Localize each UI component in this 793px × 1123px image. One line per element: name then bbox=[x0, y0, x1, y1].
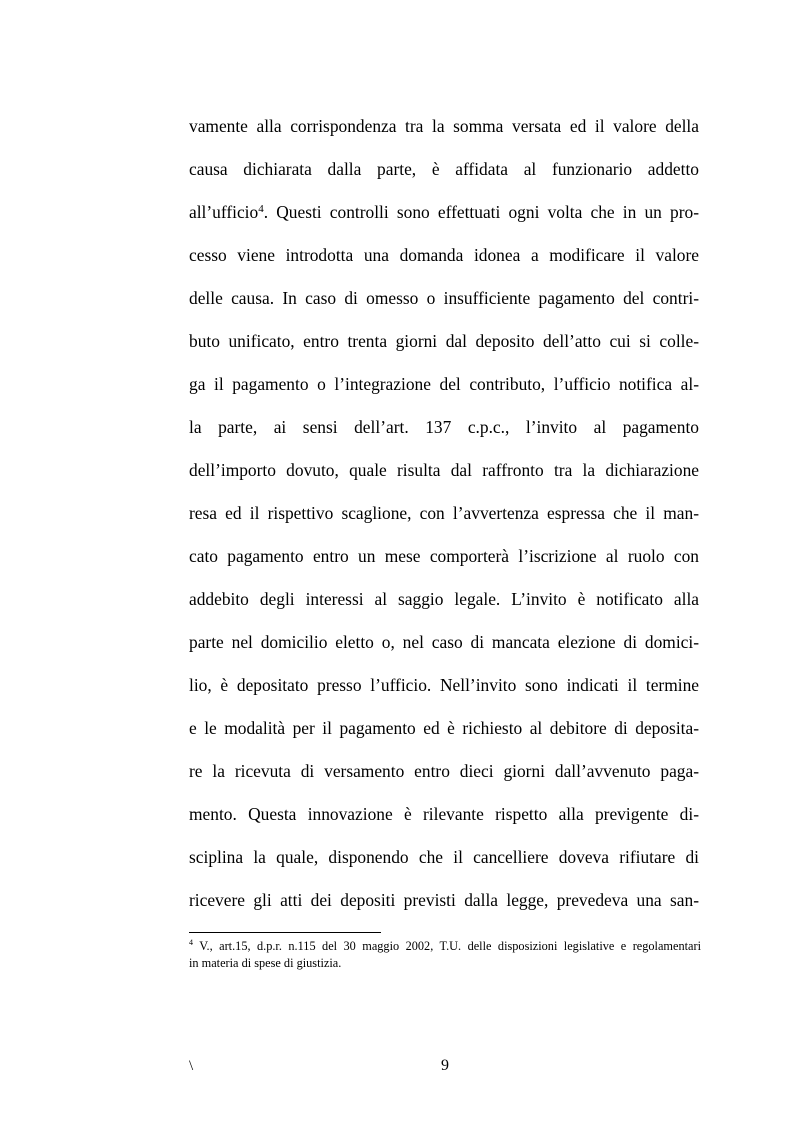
body-line-4: cesso viene introdotta una domanda idonea a modificare il valore bbox=[189, 245, 699, 265]
footnote-text-1: V., art.15, d.p.r. n.115 del 30 maggio 2002, T.U. delle disposizioni legislative e regolamentari bbox=[193, 939, 701, 953]
body-line-12: addebito degli interessi al saggio legale. L’invito è notificato alla bbox=[189, 589, 699, 609]
body-line-11: cato pagamento entro un mese comporterà l’iscrizione al ruolo con bbox=[189, 546, 699, 566]
footnote-line-1 bbox=[189, 938, 701, 955]
footnote-number: 4 bbox=[189, 938, 193, 947]
body-line-3 bbox=[189, 202, 699, 222]
body-line-18: sciplina la quale, disponendo che il cancelliere doveva rifiutare di bbox=[189, 847, 699, 867]
body-line-17: mento. Questa innovazione è rilevante rispetto alla previgente di- bbox=[189, 804, 699, 824]
body-line-3-end: . Questi controlli sono effettuati ogni volta che in un pro- bbox=[263, 202, 699, 222]
footer-mark: \ bbox=[189, 1058, 194, 1074]
body-line-8: la parte, ai sensi dell’art. 137 c.p.c., l’invito al pagamento bbox=[189, 417, 699, 437]
body-line-10: resa ed il rispettivo scaglione, con l’avvertenza espressa che il man- bbox=[189, 503, 699, 523]
footnote-reference: 4 bbox=[258, 203, 264, 215]
body-line-15: e le modalità per il pagamento ed è richiesto al debitore di deposita- bbox=[189, 718, 699, 738]
footnote bbox=[189, 938, 701, 972]
body-line-1: vamente alla corrispondenza tra la somma versata ed il valore della bbox=[189, 116, 699, 136]
page-number: 9 bbox=[441, 1057, 449, 1074]
body-line-14: lio, è depositato presso l’ufficio. Nell’invito sono indicati il termine bbox=[189, 675, 699, 695]
body-line-2: causa dichiarata dalla parte, è affidata al funzionario addetto bbox=[189, 159, 699, 179]
body-line-3-start: all’ufficio bbox=[189, 202, 259, 222]
body-line-5: delle causa. In caso di omesso o insufficiente pagamento del contri- bbox=[189, 288, 699, 308]
body-line-6: buto unificato, entro trenta giorni dal deposito dell’atto cui si colle- bbox=[189, 331, 699, 351]
body-line-13: parte nel domicilio eletto o, nel caso di mancata elezione di domici- bbox=[189, 632, 699, 652]
body-line-9: dell’importo dovuto, quale risulta dal raffronto tra la dichiarazione bbox=[189, 460, 699, 480]
footnote-line-2: in materia di spese di giustizia. bbox=[189, 956, 342, 970]
body-line-19: ricevere gli atti dei depositi previsti dalla legge, prevedeva una san- bbox=[189, 890, 699, 910]
body-line-16: re la ricevuta di versamento entro dieci giorni dall’avvenuto paga- bbox=[189, 761, 699, 781]
body-line-7: ga il pagamento o l’integrazione del contributo, l’ufficio notifica al- bbox=[189, 374, 699, 394]
footnote-separator bbox=[189, 932, 381, 933]
